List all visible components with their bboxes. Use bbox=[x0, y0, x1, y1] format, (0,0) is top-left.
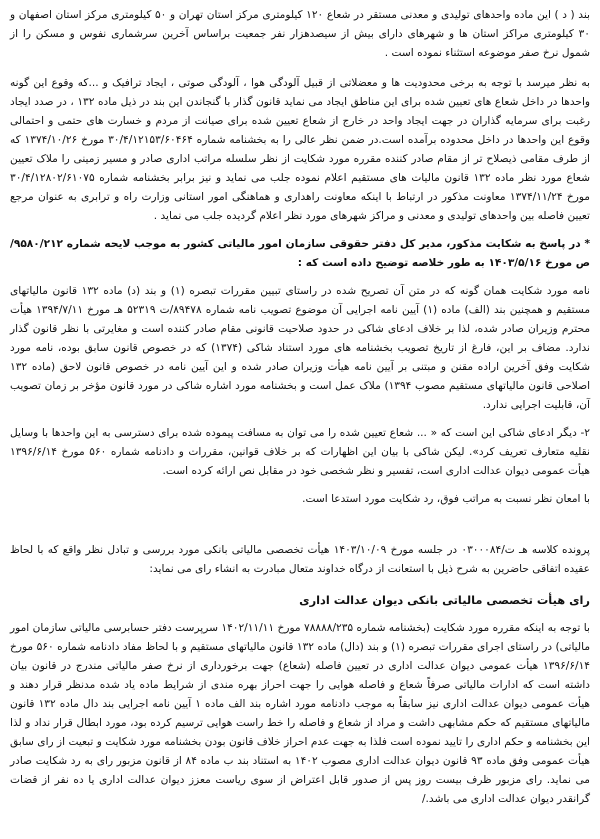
ruling-heading: رای هیأت تخصصی مالیاتی بانکی دیوان عدالت اداری bbox=[299, 593, 590, 607]
paragraph-response-point-1: نامه مورد شکایت همان گونه که در متن آن تصریح شده در راستای تبیین مقررات تبصره (۱) و بند (د) ماده ۱۳۲ قانون مالیاتهای مستقیم و همچنین بند (الف) ماده (۱) آیین نامه اجرایی آن موضوع تصویب نامه شماره ۸۹۴۷۸/ت ۵۲۳۱۹ هـ مورخ ۱۳۹۴/۷/۱۱ هیأت محترم وزیران صادر شده، لذا بر خلاف ادعای شاکی در حدود صلاحیت قانونی مقام صادر کننده است و مغایرتی با نظر قانون گذار ندارد. مضاف بر این، فارغ از تاریخ تصویب بخشنامه های مورد استناد شاکی (۱۳۷۴) که در خصوص قانون سابق بوده، نامه مورد شکایت وفق آخرین اراده مقنن و مبتنی بر آیین نامه هیأت وزیران صادر شده و این آیین نامه در خصوص قانون لاحق (ماده ۱۳۲ اصلاحی قانون مالیاتهای مستقیم مصوب ۱۳۹۴) ملاک عمل است و بخشنامه مورد اشاره شاکی در مورد قانون مؤخر بر زمان تصویب آن، قابلیت اجرایی ندارد. bbox=[10, 285, 591, 411]
paragraph-clause-d: بند ( د ) این ماده واحدهای تولیدی و معدنی مستقر در شعاع ۱۲۰ کیلومتری مرکز استان تهران و ۵۰ کیلومتری مرکز استان اصفهان و ۳۰ کیلومتری مراکز استان ها و شهرهای دارای بیش از سیصدهزار نفر جمعیت براساس آخرین سرشماری نفوس و مسکن را از شمول نرخ صفر موضوعه استثناء نموده است . bbox=[10, 9, 590, 59]
paragraph-complaint-reasoning: به نظر میرسد با توجه به برخی محدودیت ها و معضلاتی از قبیل آلودگی هوا ، آلودگی صوتی ، ایجاد ترافیک و ...که وقوع این گونه واحدها در داخل شعاع های تعیین شده برای این مناطق ایجاد می نماید قانون گذار با گنجاندن این بند در ذیل ماده ۱۳۲ ، در صدد ایجاد رغبت برای سرمایه گذاران در جهت ایجاد واحد در خارج از شعاع تعیین شده برای صیانت از مردم و خسارت های حتمی و احتمالی وقوع این واحدها در داخل محدوده برآمده است.در ضمن نظر عالی را به بخشنامه شماره ۳۰/۴/۱۲۱۵۳/۶۰۴۶۴ مورخ ۱۳۷۴/۱۰/۲۶ که از طرف مقامی ذیصلاح تر از مقام صادر کننده مقرره مورد شکایت از نظر سلسله مراتب اداری صادر و مسیر زمینی را ملاک تعیین شعاع مورد نظر ماده ۱۳۲ قانون مالیات های مستقیم اعلام نموده جلب می نماید و نیز برابر بخشنامه شماره ۳۰/۴/۱۲۸۰۲/۶۱۰۷۵ مورخ ۱۳۷۴/۱۱/۲۴ معاونت مذکور در ارتباط با اینکه معاونت راهداری و هماهنگی امور استانی وزارت راه و ترابری به عنوان مرجع تعیین فاصله بین واحدهای تولیدی و معدنی و مراکز شهرهای مورد نظر اعلام گردیده جلب می نماید . bbox=[10, 77, 591, 222]
paragraph-response-point-2: ۲- دیگر ادعای شاکی این است که « ... شعاع تعیین شده را می توان به مسافت پیموده شده برای دسترسی به این واحدها با وسایل نقلیه متعارف تعریف کرد». لیکن شاکی با بیان این اظهارات که بر خلاف قوانین، مقررات و دادنامه شماره ۵۶۰ مورخ ۱۳۹۶/۶/۱۴ هیأت عمومی دیوان عدالت اداری است، تفسیر و نظر شخصی خود در مقابل نص ارائه کرده است. bbox=[10, 427, 590, 477]
paragraph-ruling-text: با توجه به اینکه مقرره مورد شکایت (بخشنامه شماره ۷۸۸۸۸/۲۳۵ مورخ ۱۴۰۲/۱۱/۱۱ سرپرست دفتر حسابرسی مالیاتی سازمان امور مالیاتی) در راستای اجرای مقررات تبصره (۱) و بند (دال) ماده ۱۳۲ قانون مالیاتهای مستقیم و با لحاظ مفاد دادنامه شماره ۵۶۰ مورخ ۱۳۹۶/۶/۱۴ هیأت عمومی دیوان عدالت اداری در تعیین فاصله (شعاع) جهت برخورداری از نرخ صفر مالیاتی مندرج در قانون بیان داشته است که ادارات مالیاتی صرفاً شعاع و فاصله هوایی را جهت احراز بهره مندی از شرایط ماده یاد شده مدنظر قرار دهند و هیأت عمومی دیوان عدالت اداری نیز سابقاً به موجب دادنامه مورد اشاره بند الف ماده ۱ آیین نامه اجرایی بند دال ماده ۱۳۲ قانون مالیاتهای مستقیم که حکم مشابهی داشت و مراد از شعاع و فاصله را خط راست هوایی ترسیم کرده بود، مورد ابطال قرار نداد و لذا این بخشنامه و حکم اداری را تایید نموده است فلذا به جهت عدم احراز خلاف قانون بودن بخشنامه مورد شکایت و تبعیت از رای سابق هیأت عمومی وفق ماده ۹۳ قانون دیوان عدالت اداری مصوب ۱۴۰۲ به استناد بند ب ماده ۸۴ از قانون مزبور رای به رد شکایت صادر می نماید. رای مزبور ظرف بیست روز پس از صدور قابل اعتراض از سوی ریاست معزز دیوان عدالت اداری یا ده نفر از قضات گرانقدر دیوان عدالت اداری می باشد./ bbox=[10, 622, 590, 805]
paragraph-request-rejection: با امعان نظر نسبت به مراتب فوق، رد شکایت مورد استدعا است. bbox=[302, 493, 590, 505]
paragraph-case-session: پرونده کلاسه هـ ت/۰۳۰۰۰۸۴ در جلسه مورخ ۱۴۰۳/۱۰/۰۹ هیأت تخصصی مالیاتی بانکی مورد بررسی و تبادل نظر واقع که با لحاظ عقیده اتفاقی حاضرین به شرح ذیل با استعانت از درگاه خداوند متعال مبادرت به انشاء رای می نماید: bbox=[10, 544, 590, 575]
paragraph-response-intro: * در پاسخ به شکایت مذکور، مدیر کل دفتر حقوقی سازمان امور مالیاتی کشور به موجب لایحه شماره ۹۵۸۰/۲۱۲/ص مورخ ۱۴۰۳/۵/۱۶ به طور خلاصه توضیح داده است که : bbox=[10, 238, 590, 269]
